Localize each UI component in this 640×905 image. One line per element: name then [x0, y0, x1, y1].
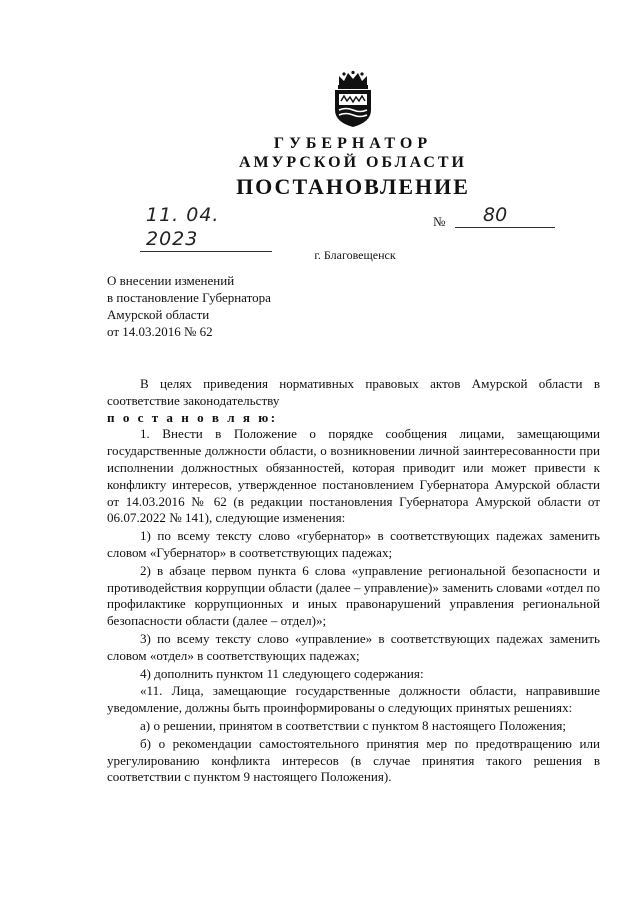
preamble-paragraph: В целях приведения нормативных правовых актов Амурской области в соответствие законодательству [107, 376, 600, 408]
sub-item-b: б) о рекомендации самостоятельного принятия мер по предотвращению или урегулированию конфликта интересов (в случае принятия такого решения в соответствии с пунктом 9 настоящего Положения). [107, 735, 600, 785]
subject-line: в постановление Губернатора [107, 290, 271, 305]
subject-line: от 14.03.2016 № 62 [107, 324, 213, 339]
number-label: № [433, 214, 446, 229]
document-date: 11. 04. 2023 [140, 203, 272, 252]
document-number: 80 [455, 203, 555, 228]
quoted-paragraph-11: «11. Лица, замещающие государственные должности области, направившие уведомление, должны быть проинформированы о следующих принятых решениях: [107, 683, 600, 716]
governor-heading: ГУБЕРНАТОР [273, 135, 433, 152]
list-item: 3) по всему тексту слово «управление» в соответствующих падежах заменить словом «отдел» в соответствующих падежах; [107, 630, 600, 663]
region-heading: АМУРСКОЙ ОБЛАСТИ [239, 154, 467, 171]
decree-word: п о с т а н о в л я ю: [107, 409, 278, 425]
subject-line: О внесении изменений [107, 273, 235, 288]
amur-region-coat-of-arms-icon [330, 70, 376, 128]
sub-item-a: а) о решении, принятом в соответствии с пунктом 8 настоящего Положения; [140, 717, 567, 733]
subject-line: Амурской области [107, 307, 210, 322]
paragraph-1: 1. Внести в Положение о порядке сообщения лицами, замещающими государственные должности области, о возникновении личной заинтересованности при исполнении должностных обязанностей, которая приводит или может привести к конфликту интересов, утвержденное постановлением Губернатора Амурской области от 14.03.2016 № 62 (в редакции постановления Губернатора Амурской области от 06.07.2022 № 141), следующие изменения: [107, 426, 600, 526]
document-city: г. Благовещенск [314, 248, 396, 262]
document-title: ПОСТАНОВЛЕНИЕ [236, 174, 470, 199]
document-body [107, 376, 600, 786]
list-item: 2) в абзаце первом пункта 6 слова «управление региональной безопасности и противодействия коррупции области (далее – управление)» заменить словами «отдел по профилактике коррупционных и иных правонарушений управления региональной безопасности области (далее – отдел)»; [107, 562, 600, 629]
document-subject [107, 272, 271, 340]
list-item: 4) дополнить пунктом 11 следующего содержания: [140, 665, 424, 681]
list-item: 1) по всему тексту слово «губернатор» в соответствующих падежах заменить словом «Губернатор» в соответствующих падежах; [107, 528, 600, 560]
